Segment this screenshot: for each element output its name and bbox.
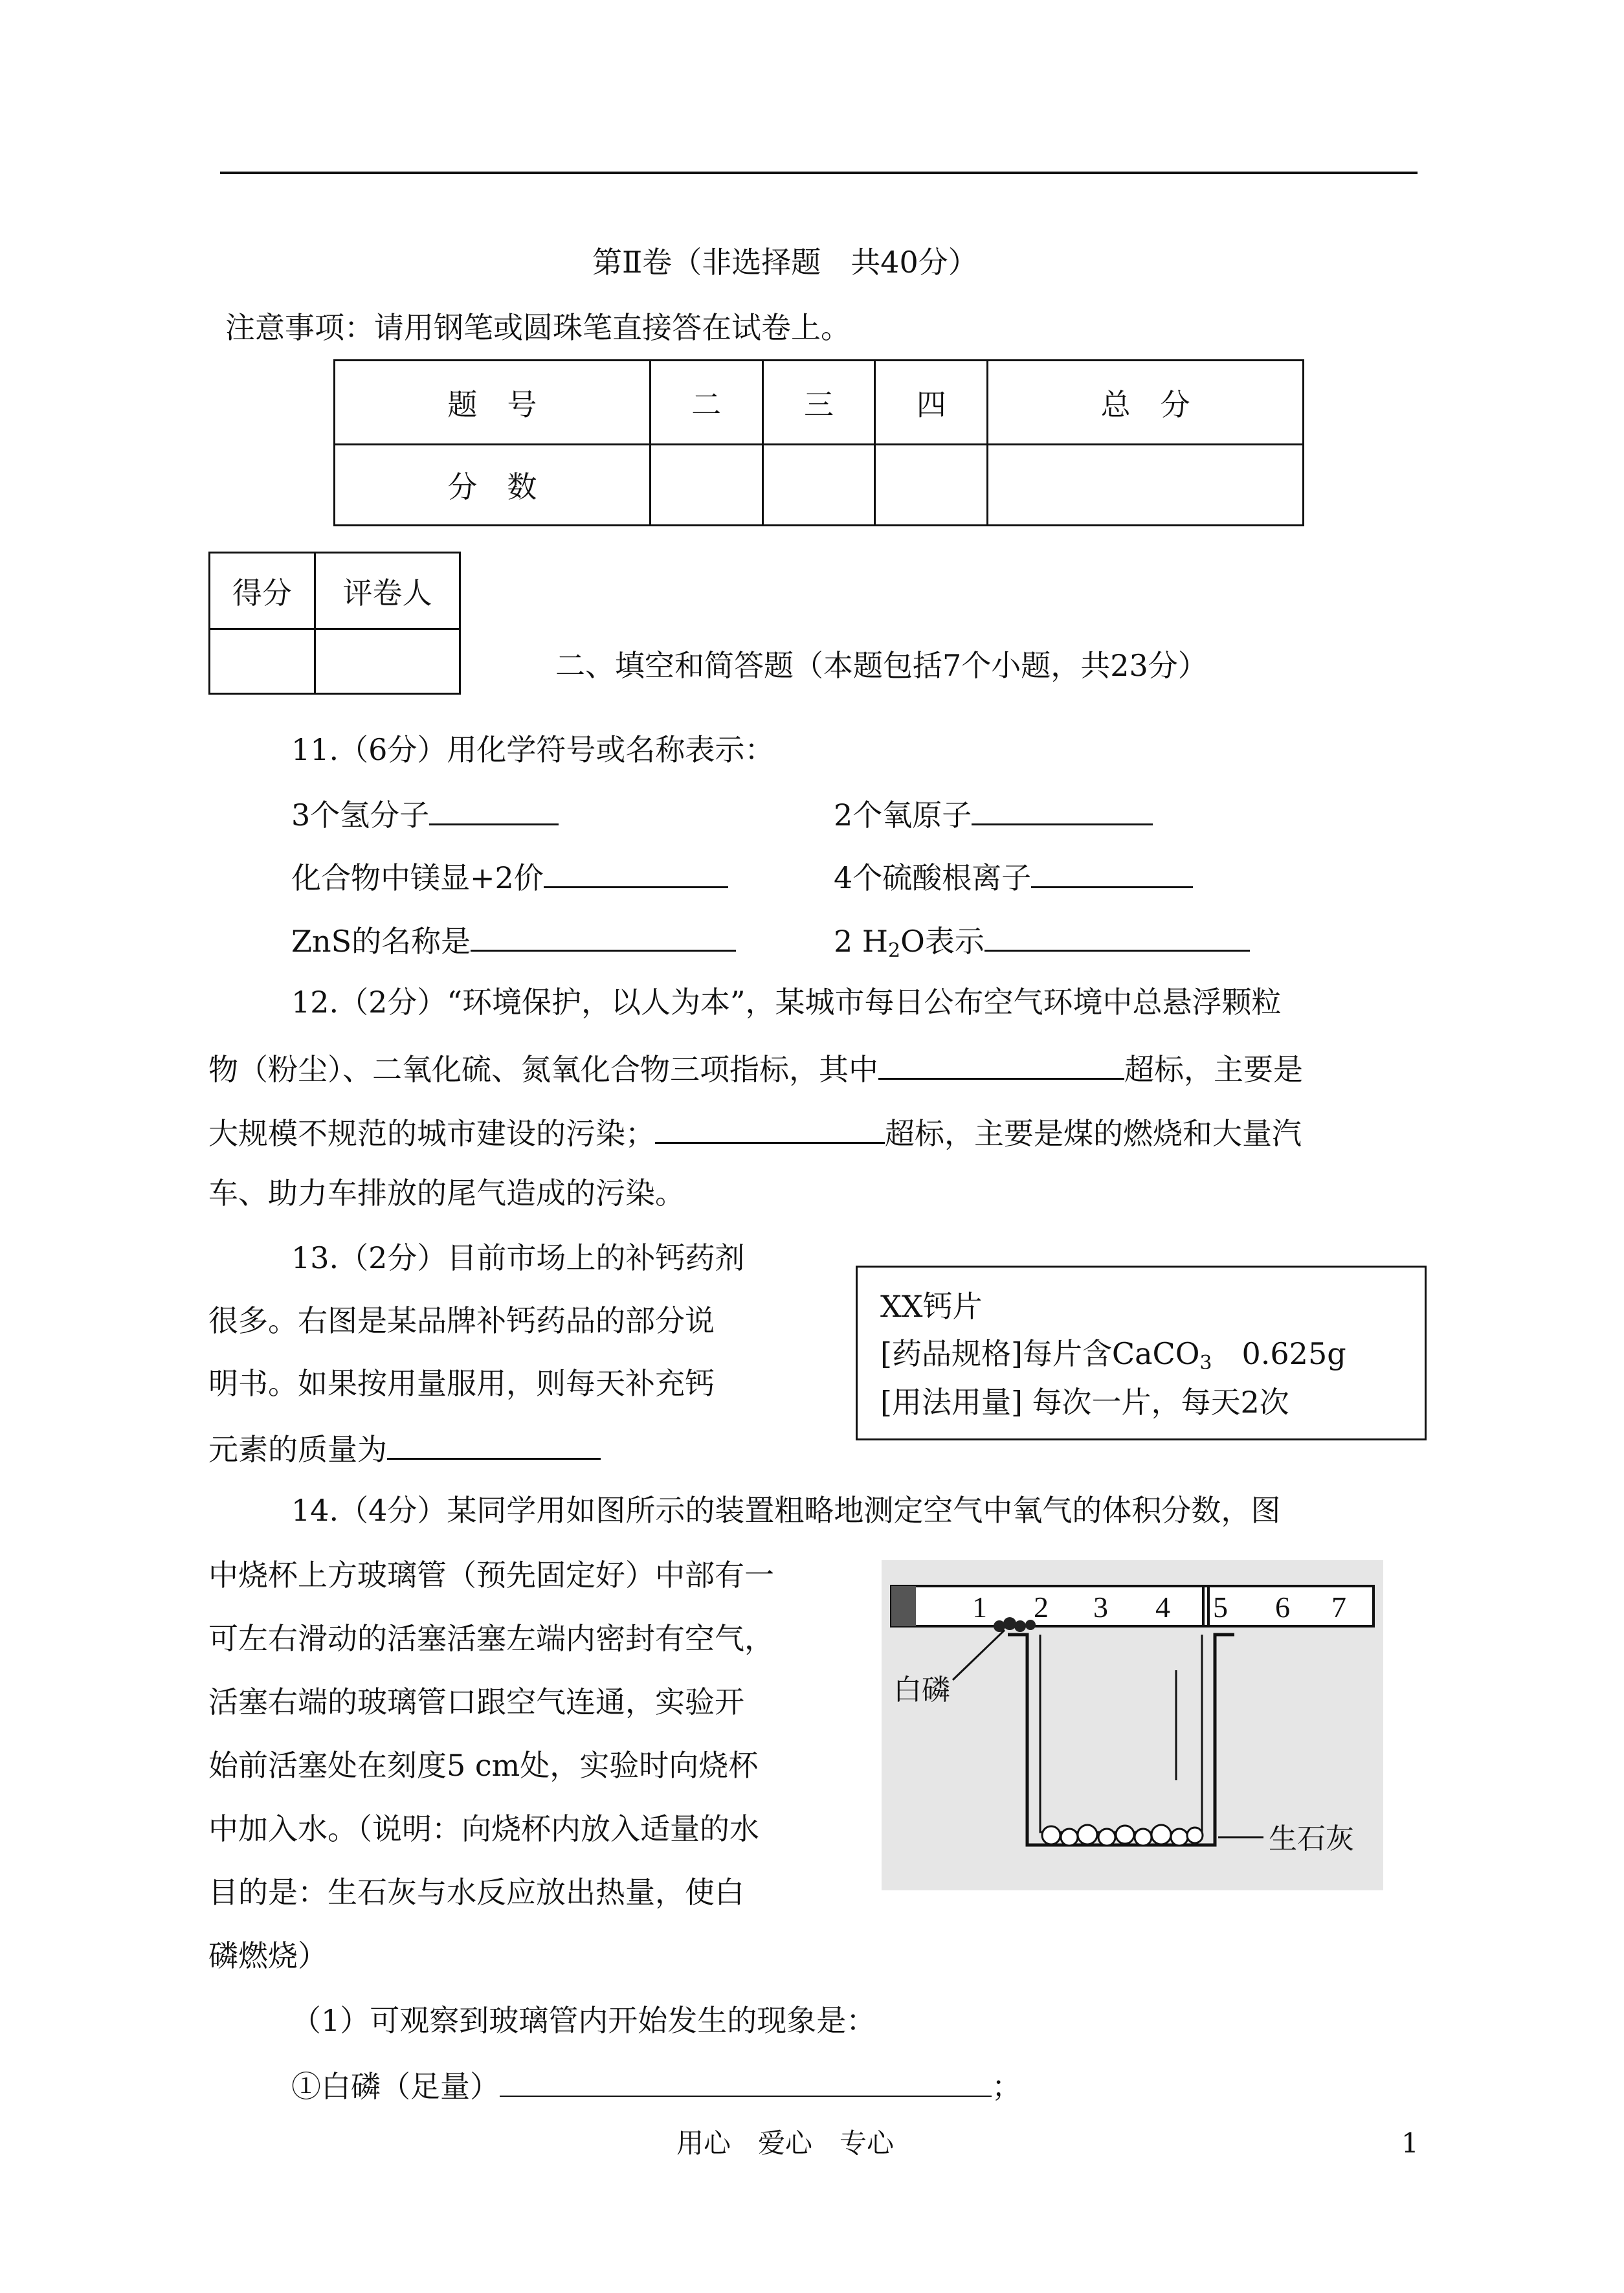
apparatus-diagram: [882, 1560, 1383, 1890]
medicine-spec-pre: [药品规格]每片含CaCO: [880, 1336, 1200, 1371]
q12-line3: [208, 1115, 1302, 1151]
q12-line2-pre: 物（粉尘）、二氧化硫、氮氧化合物三项指标，其中: [208, 1052, 878, 1087]
white-phosphorus-label: 白磷: [893, 1673, 950, 1706]
q11-a: [291, 796, 559, 833]
q13-line4: [208, 1431, 601, 1467]
grader-table-cell: 评卷人: [315, 553, 460, 629]
score-table-cell: 三: [762, 361, 875, 445]
q12-line3-pre: 大规模不规范的城市建设的污染；: [208, 1116, 655, 1151]
answer-blank[interactable]: [500, 2068, 992, 2097]
score-table-cell: 题 号: [335, 361, 651, 445]
q14-line8: 磷燃烧）: [208, 1938, 328, 1973]
score-input-cell[interactable]: [988, 445, 1304, 526]
quicklime: [1042, 1825, 1203, 1846]
scale-mark: 3: [1093, 1591, 1108, 1624]
glass-tube: [891, 1586, 1374, 1626]
q11-b: [834, 796, 1153, 833]
q14-sub1-a-end: ；: [992, 2069, 1021, 2104]
score-input-cell[interactable]: [875, 445, 988, 526]
q11-c-text: 化合物中镁显+2价: [291, 860, 544, 895]
scale-mark: 5: [1213, 1591, 1228, 1624]
answer-blank[interactable]: [1031, 859, 1193, 888]
medicine-spec: [880, 1336, 1346, 1374]
scale-mark: 4: [1155, 1591, 1170, 1624]
q11-d-text: 4个硫酸根离子: [834, 860, 1032, 895]
q14-line3: 可左右滑动的活塞活塞左端内密封有空气，: [208, 1621, 774, 1656]
grader-input-cell[interactable]: [210, 629, 315, 694]
notice: 注意事项：请用钢笔或圆珠笔直接答在试卷上。: [225, 310, 851, 345]
scale-mark: 6: [1275, 1591, 1290, 1624]
q11-stem: 11.（6分）用化学符号或名称表示：: [291, 732, 775, 767]
q14-line6: 中加入水。（说明：向烧杯内放入适量的水: [208, 1811, 759, 1846]
q11-e-text: ZnS的名称是: [291, 924, 471, 959]
q14-line7: 目的是：生石灰与水反应放出热量，使白: [208, 1875, 744, 1910]
scale-mark: 7: [1331, 1591, 1346, 1624]
medicine-usage: [用法用量] 每次一片，每天2次: [880, 1385, 1289, 1420]
q14-line1: 14.（4分）某同学用如图所示的装置粗略地测定空气中氧气的体积分数，图: [291, 1493, 1281, 1528]
q13-line3: 明书。如果按用量服用，则每天补充钙: [208, 1366, 715, 1401]
answer-blank[interactable]: [429, 796, 559, 825]
q14-line4: 活塞右端的玻璃管口跟空气连通，实验开: [208, 1684, 744, 1719]
q14-sub1: （1）可观察到玻璃管内开始发生的现象是：: [291, 2003, 876, 2038]
q14-sub1-a: [291, 2068, 1021, 2104]
q11-e: [291, 923, 736, 959]
q13-line1: 13.（2分）目前市场上的补钙药剂: [291, 1240, 745, 1275]
q11-f-sub: 2: [888, 939, 901, 962]
q11-b-text: 2个氧原子: [834, 798, 972, 833]
score-table-cell: 分 数: [335, 445, 651, 526]
q12-line3-post: 超标，主要是煤的燃烧和大量汽: [885, 1116, 1302, 1151]
q11-f-post: O表示: [900, 924, 984, 959]
q14-sub1-a-text: ①白磷（足量）: [291, 2069, 500, 2104]
page-number: 1: [1401, 2127, 1419, 2159]
label-leader: [953, 1630, 1005, 1680]
answer-blank[interactable]: [984, 923, 1250, 952]
answer-blank[interactable]: [387, 1431, 601, 1460]
q11-d: [834, 859, 1193, 893]
q12-line2-post: 超标，主要是: [1124, 1052, 1303, 1087]
q11-f-pre: 2 H: [834, 924, 889, 959]
medicine-spec-post: 0.625g: [1212, 1336, 1346, 1371]
answer-blank[interactable]: [655, 1115, 885, 1144]
q12-line1: 12.（2分）“环境保护，以人为本”，某城市每日公布空气环境中总悬浮颗粒: [291, 985, 1282, 1020]
answer-blank[interactable]: [544, 859, 728, 888]
q12-line4: 车、助力车排放的尾气造成的污染。: [208, 1176, 685, 1211]
header-rule: [220, 172, 1418, 174]
q12-line2: [208, 1051, 1303, 1087]
answer-blank[interactable]: [878, 1051, 1124, 1080]
tube-left-plug: [891, 1586, 916, 1626]
part-title: 二、填空和简答题（本题包括7个小题，共23分）: [555, 648, 1208, 683]
score-input-cell[interactable]: [762, 445, 875, 526]
q11-a-text: 3个氢分子: [291, 798, 430, 833]
scale-mark: 1: [972, 1591, 987, 1624]
answer-blank[interactable]: [972, 796, 1153, 825]
medicine-title: XX钙片: [880, 1289, 983, 1324]
q11-c: [291, 859, 728, 893]
score-table-cell: 总 分: [988, 361, 1304, 445]
quicklime-label: 生石灰: [1269, 1822, 1354, 1855]
beaker-inner: [1040, 1635, 1202, 1832]
score-table-cell: 四: [875, 361, 988, 445]
grader-table: [208, 552, 461, 695]
footer-slogan: 用心 爱心 专心: [676, 2127, 895, 2159]
q13-line2: 很多。右图是某品牌补钙药品的部分说: [208, 1303, 715, 1338]
answer-blank[interactable]: [471, 923, 736, 952]
q14-line5: 始前活塞处在刻度5 cm处，实验时向烧杯: [208, 1748, 759, 1783]
q11-f: [834, 923, 1250, 961]
apparatus-figure: [882, 1560, 1383, 1890]
scale-mark: 2: [1034, 1591, 1049, 1624]
q13-line4-text: 元素的质量为: [208, 1432, 387, 1467]
beaker: [1008, 1635, 1234, 1845]
score-table: [333, 359, 1304, 526]
section-title: 第Ⅱ卷（非选择题 共40分）: [592, 245, 978, 280]
score-table-cell: 二: [650, 361, 762, 445]
score-input-cell[interactable]: [650, 445, 762, 526]
medicine-spec-sub: 3: [1199, 1352, 1212, 1374]
grader-input-cell[interactable]: [315, 629, 460, 694]
grader-table-cell: 得分: [210, 553, 315, 629]
q14-line2: 中烧杯上方玻璃管（预先固定好）中部有一: [208, 1558, 774, 1593]
